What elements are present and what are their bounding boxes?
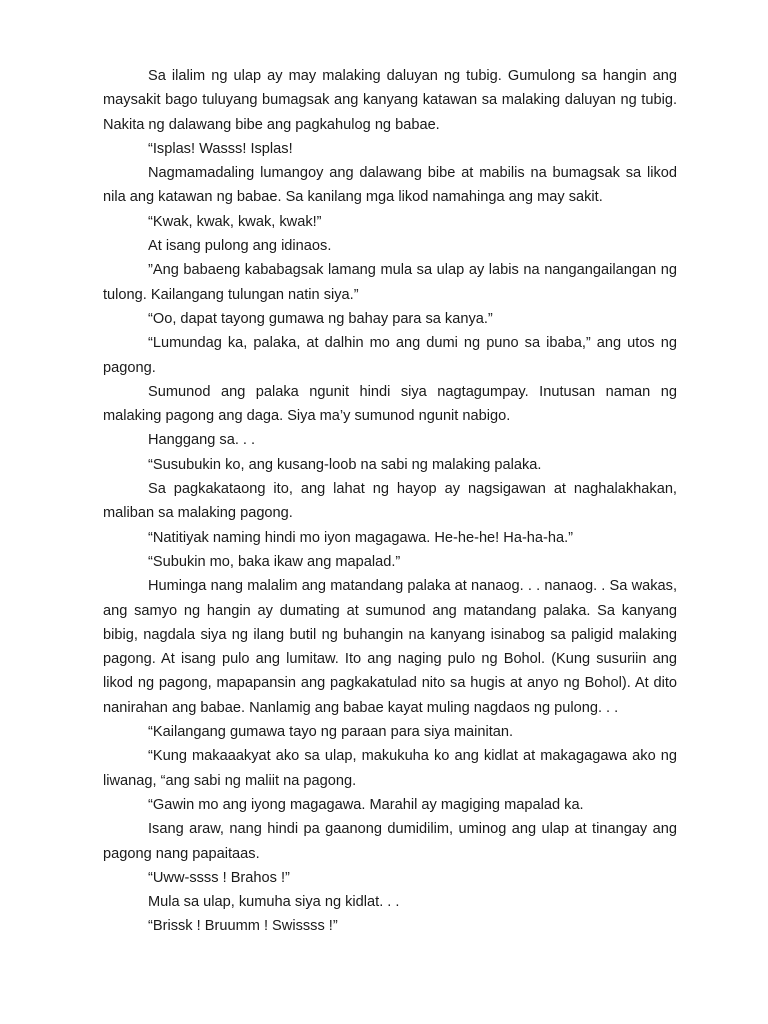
- paragraph: “Lumundag ka, palaka, at dalhin mo ang dumi ng puno sa ibaba,” ang utos ng pagong.: [103, 335, 677, 376]
- document-page: [103, 64, 677, 939]
- paragraph: “Brissk ! Bruumm ! Swissss !”: [148, 918, 338, 935]
- paragraph: Sumunod ang palaka ngunit hindi siya nagtagumpay. Inutusan naman ng malaking pagong ang daga. Siya ma’y sumunod ngunit nabigo.: [103, 383, 677, 425]
- paragraph: ”Ang babaeng kababagsak lamang mula sa ulap ay labis na nangangailangan ng tulong. Kailangang tulungan natin siya.”: [103, 262, 677, 303]
- paragraph: Isang araw, nang hindi pa gaanong dumidilim, uminog ang ulap at tinangay ang pagong nang papaitaas.: [103, 821, 677, 862]
- paragraph: At isang pulong ang idinaos.: [148, 238, 332, 255]
- paragraph: Sa pagkakataong ito, ang lahat ng hayop ay nagsigawan at naghalakhakan, maliban sa malaking pagong.: [103, 481, 677, 522]
- paragraph: “Uww-ssss ! Brahos !”: [148, 869, 290, 886]
- paragraph: “Oo, dapat tayong gumawa ng bahay para sa kanya.”: [148, 310, 493, 327]
- paragraph: Nagmamadaling lumangoy ang dalawang bibe at mabilis na bumagsak sa likod nila ang katawan ng babae. Sa kanilang mga likod namahinga ang may sakit.: [103, 165, 677, 206]
- paragraph: Huminga nang malalim ang matandang palaka at nanaog. . . nanaog. . Sa wakas, ang samyo ng hangin ay dumating at sumunod ang matandang palaka. Sa kanyang bibig, nagdala siya ng ilang butil ng buhangin na kanyang isinabog sa paligid malaking pagong. At isang pulo ang lumitaw. Ito ang naging pulo ng Bohol. (Kung susuriin ang likod ng pagong, mapapansin ang pagkakatulad nito sa hugis at anyo ng Bohol). At dito nanirahan ang babae. Nanlamig ang babae kayat muling nagdaos ng pulong. . .: [103, 578, 677, 716]
- paragraph: “Gawin mo ang iyong magagawa. Marahil ay magiging mapalad ka.: [148, 796, 584, 813]
- paragraph: “Natitiyak naming hindi mo iyon magagawa. He-he-he! Ha-ha-ha.”: [148, 529, 574, 546]
- paragraph: “Kung makaaakyat ako sa ulap, makukuha ko ang kidlat at makagagawa ako ng liwanag, “ang sabi ng maliit na pagong.: [103, 748, 677, 789]
- paragraph: “Susubukin ko, ang kusang-loob na sabi ng malaking palaka.: [148, 456, 542, 473]
- paragraph: “Subukin mo, baka ikaw ang mapalad.”: [148, 553, 401, 570]
- paragraph: “Isplas! Wasss! Isplas!: [148, 140, 293, 157]
- paragraph: “Kailangang gumawa tayo ng paraan para siya mainitan.: [148, 724, 514, 741]
- paragraph: Mula sa ulap, kumuha siya ng kidlat. . .: [148, 894, 400, 911]
- paragraph: Sa ilalim ng ulap ay may malaking daluyan ng tubig. Gumulong sa hangin ang maysakit bago tuluyang bumagsak ang kanyang katawan sa malaking daluyan ng tubig. Nakita ng dalawang bibe ang pagkahulog ng babae.: [103, 68, 677, 133]
- paragraph: Hanggang sa. . .: [148, 432, 256, 449]
- paragraph: “Kwak, kwak, kwak, kwak!”: [148, 213, 322, 230]
